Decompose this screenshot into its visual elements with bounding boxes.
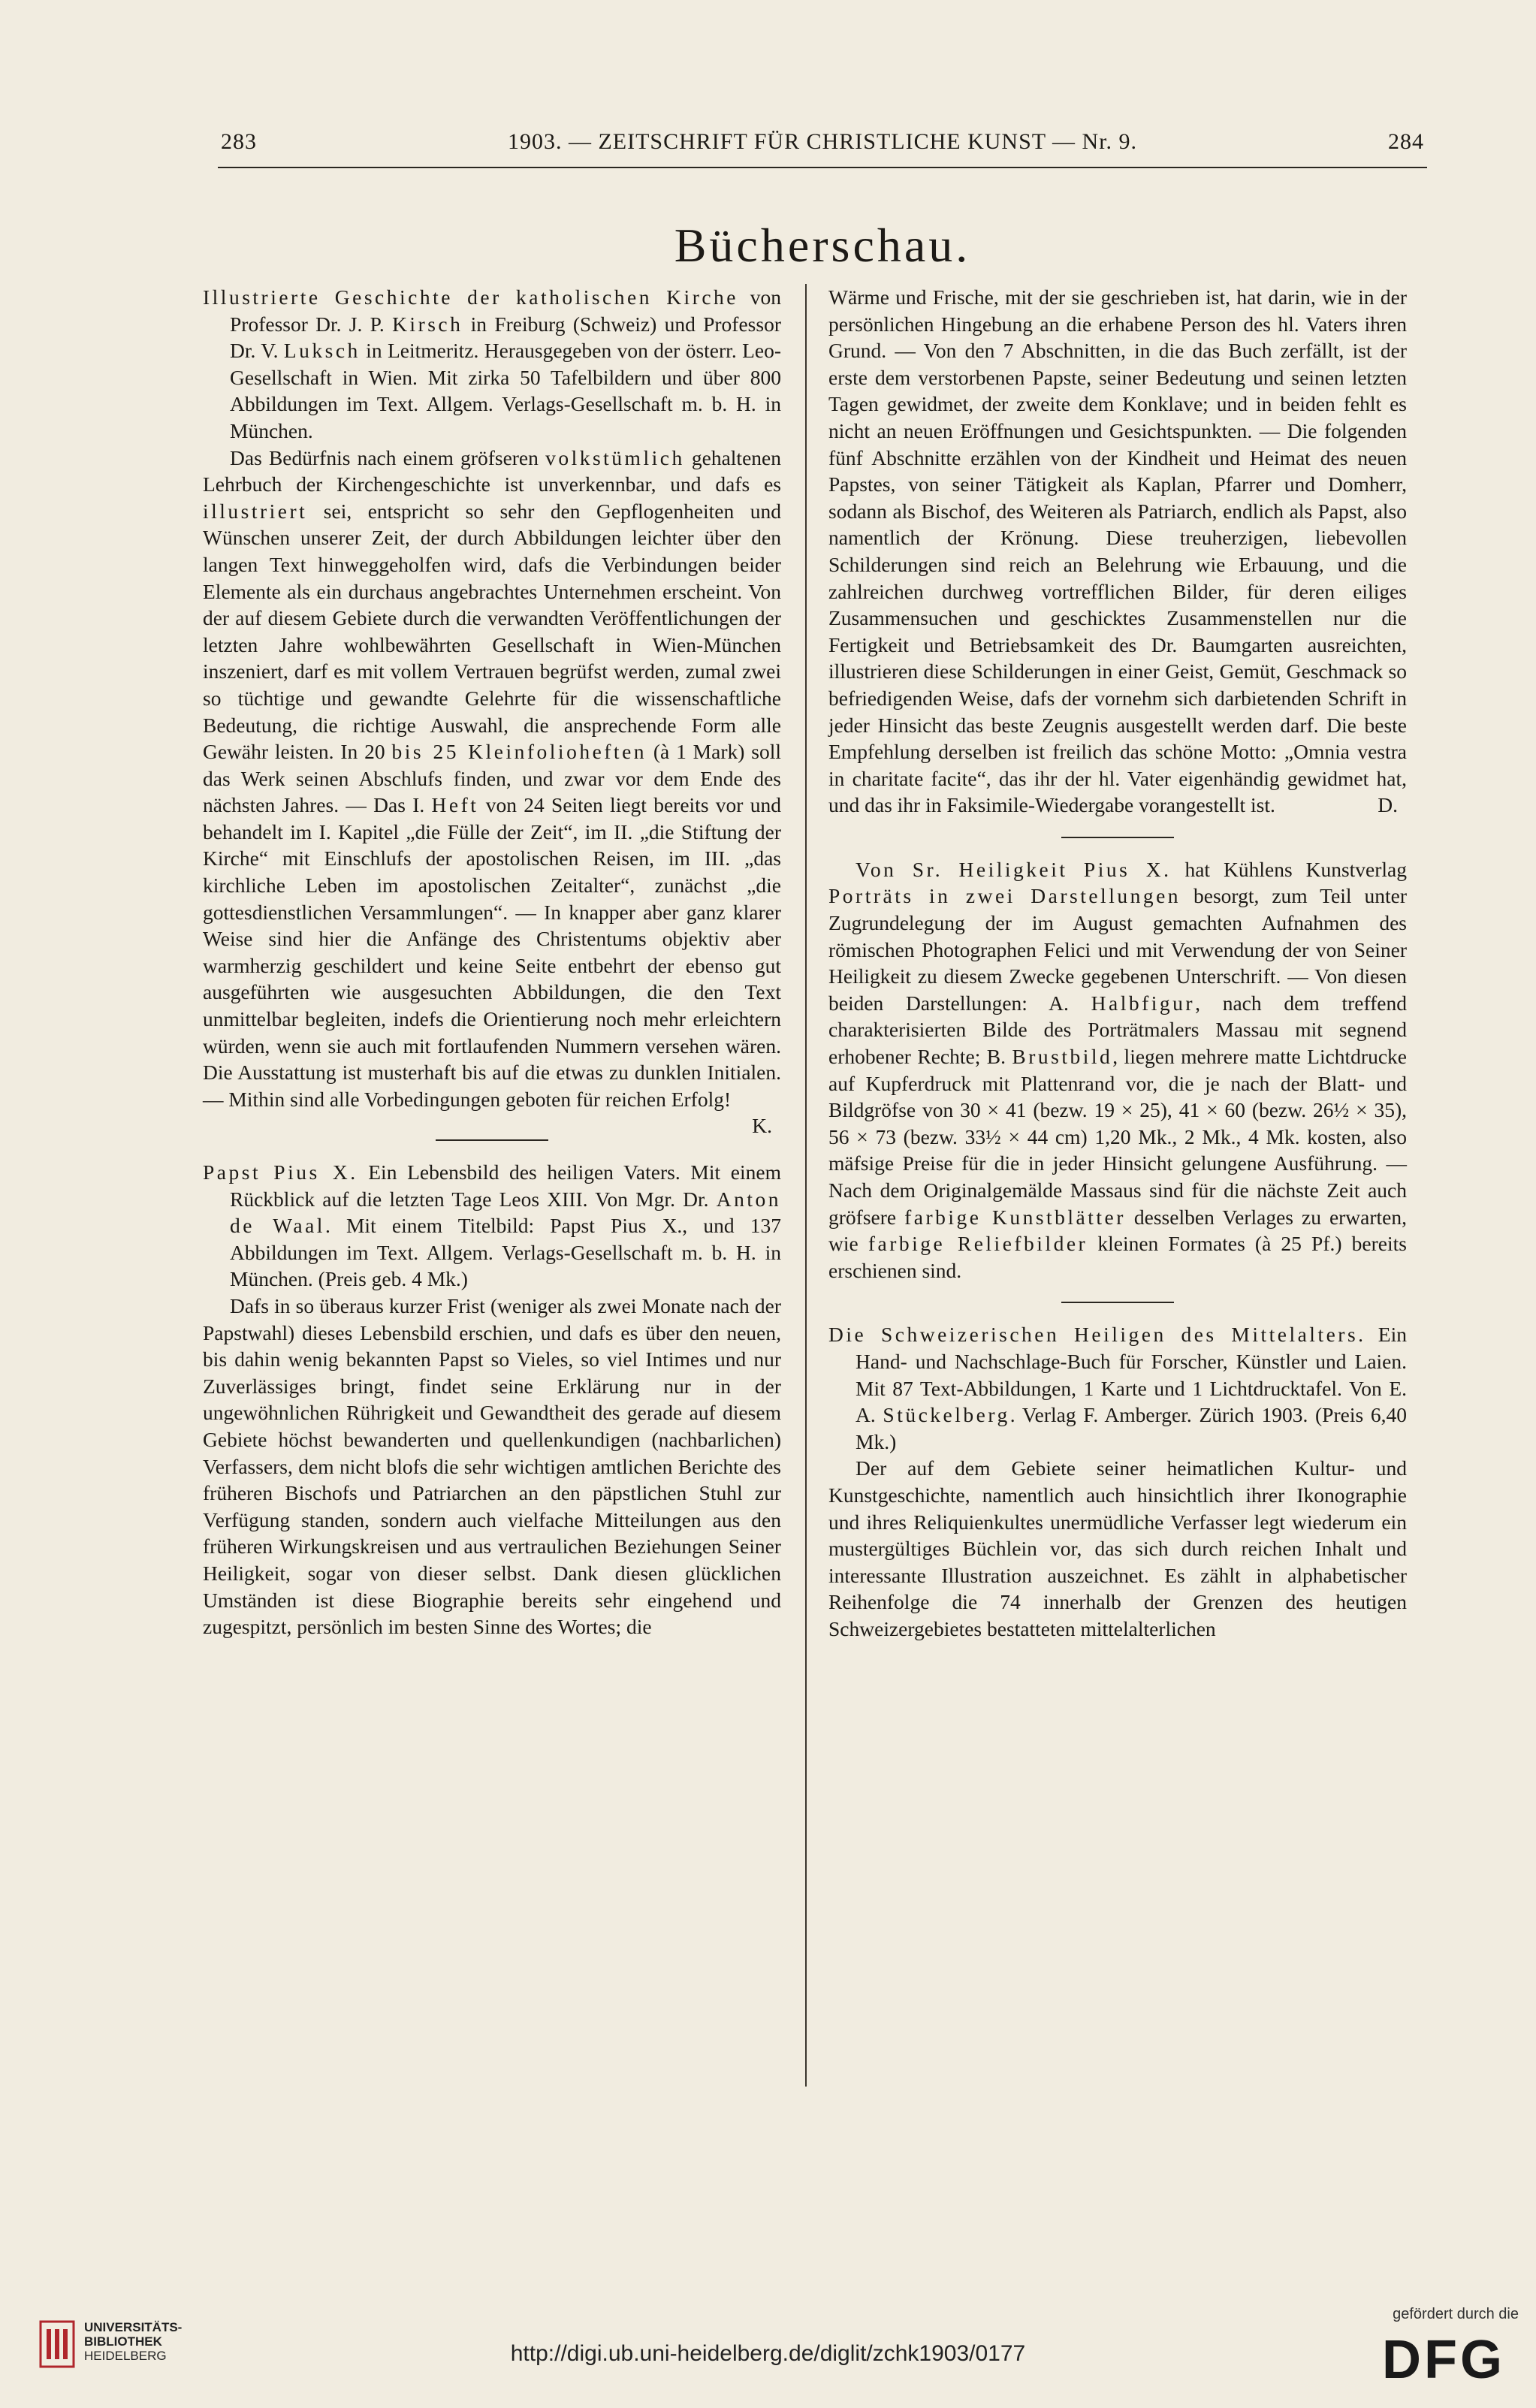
review-3-title: Von Sr. Heiligkeit Pius X. (856, 857, 1172, 881)
review-separator (436, 1139, 548, 1141)
author-name: Anton de Waal (230, 1187, 781, 1238)
review-2-body-continued: Wärme und Frische, mit der sie geschrieben ist, hat darin, wie in der persönlichen Hingebung an die erhabene Person des hl. Vaters ihren Grund. — Von den 7 Abschnitten, in die das Buch zerfällt, ist der erste dem verstorbenen Papste, seiner Bedeutung und seinen letzten Tagen gewidmet, der zweite dem Konklave; und in beiden fehlt es nicht an neuen Eröffnungen und Gesichtspunkten. — Die folgenden fünf Abschnitte erzählen von der Kindheit und Heimat des neuen Papstes, von seiner Tätigkeit als Kaplan, Pfarrer und Domherr, sodann als Bischof, des Weiteren als Patriarch, endlich als Papst, also namentlich der Krönung. Diese treuherzigen, liebevollen Schilderungen sind reich an Belehrung wie Erbauung, und die zahlreichen durchweg vortrefflichen Bilder, für deren eiliges Zusammensuchen und geschicktes Zusammenstellen nur die Fertigkeit und Betriebsamkeit des Dr. Baumgarten ausreichten, illustrieren diese Schilderungen in einer Geist, Gemüt, Geschmack so befriedigenden Weise, dafs der vornehm sich darbietenden Schrift in jeder Hinsicht das beste Zeugnis ausgestellt werden darf. Die beste Empfehlung derselben ist freilich das schöne Motto: „Omnia vestra in charitate facite“, das ihr der hl. Vater eigenhändig gewidmet hat, und das ihr in Faksimile-Wiedergabe vorangestellt ist. D. (828, 284, 1407, 819)
review-2-title: Papst Pius X. (203, 1160, 358, 1184)
reviewer-signature: K. (752, 1114, 772, 1138)
page-number-left: 283 (221, 129, 257, 154)
review-separator (1061, 1302, 1174, 1303)
review-4-citation: Die Schweizerischen Heiligen des Mittelalters. Ein Hand- und Nachschlage-Buch für Forscher, Künstler und Laien. Mit 87 Text-Abbildungen, 1 Karte und 1 Lichtdrucktafel. Von E. A. Stückelberg. Verlag F. Amberger. Zürich 1903. (Preis 6,40 Mk.) (828, 1323, 1407, 1453)
page-number-right: 284 (1388, 129, 1424, 154)
reviewer-signature: D. (1378, 793, 1398, 817)
author-name: Luksch (283, 339, 361, 363)
author-name: Stückelberg (883, 1403, 1010, 1427)
review-1-citation: Illustrierte Geschichte der katholischen Kirche von Professor Dr. J. P. Kirsch in Freiburg (Schweiz) und Professor Dr. V. Luksch in Leitmeritz. Herausgegeben von der österr. Leo-Gesellschaft in Wien. Mit zirka 50 Tafelbildern und über 800 Abbildungen im Text. Allgem. Verlags-Gesellschaft m. b. H. in München. (203, 285, 781, 442)
dfg-logo-icon (1369, 2328, 1519, 2388)
review-2-citation: Papst Pius X. Ein Lebensbild des heiligen Vaters. Mit einem Rückblick auf die letzten Tage Leos XIII. Von Mgr. Dr. Anton de Waal. Mit einem Titelbild: Papst Pius X., und 137 Abbildungen im Text. Allgem. Verlags-Gesellschaft m. b. H. in München. (Preis geb. 4 Mk.) (203, 1160, 782, 1291)
column-divider (805, 284, 807, 2087)
library-name: UNIVERSITÄTS- BIBLIOTHEK HEIDELBERG (84, 2320, 183, 2363)
review-3-body: Von Sr. Heiligkeit Pius X. hat Kühlens Kunstverlag Porträts in zwei Darstellungen besorgt, zum Teil unter Zugrundelegung der im August gemachten Aufnahmen des römischen Photographen Felici und mit Verwendung der von Seiner Heiligkeit zu diesem Zwecke gegebenen Unterschrift. — Von diesen beiden Darstellungen: A. Halbfigur, nach dem treffend charakterisierten Bilde des Porträtmalers Massau mit segnend erhobener Rechte; B. Brustbild, liegen mehrere matte Lichtdrucke auf Kupferdruck mit Plattenrand vor, die je nach der Blatt- und Bildgröfse von 30 × 41 (bezw. 19 × 25), 41 × 60 (bezw. 26½ × 35), 56 × 73 (bezw. 33½ × 44 cm) 1,20 Mk., 2 Mk., 4 Mk. kosten, also mäfsige Preise für die in jeder Hinsicht gelungene Ausführung. — Nach dem Originalgemälde Massaus sind für die nächste Zeit auch gröfsere farbige Kunstblätter desselben Verlages zu erwarten, wie farbige Reliefbilder kleinen Formates (à 25 Pf.) bereits erschienen sind. (828, 857, 1408, 1282)
journal-title: 1903. — ZEITSCHRIFT FÜR CHRISTLICHE KUNST — Nr. 9. (507, 129, 1138, 154)
review-4-title: Die Schweizerischen Heiligen des Mittelalters. (828, 1323, 1366, 1347)
review-2-body: Dafs in so überaus kurzer Frist (weniger als zwei Monate nach der Papstwahl) dieses Lebensbild erschien, und dafs es über den neuen, bis dahin wenig bekannten Papst so Vieles, so viel Intimes und nur Zuverlässiges bringt, findet seine Erklärung nur in der ungewöhnlichen Rührigkeit und Gewandtheit des gerade auf diesem Gebiete höchst bewanderten und quellenkundigen (nachbarlichen) Verfassers, dem nicht blofs die sehr wichtigen amtlichen Berichte des früheren Bischofs und Patriarchen an den päpstlichen Stuhl zur Verfügung standen, sondern auch vielfache Mitteilungen aus den früheren Wirkungskreisen und aus vertraulichen Beziehungen Seiner Heiligkeit, sogar von dieser selbst. Dank diesen glücklichen Umständen ist diese Biographie bereits sehr eingehend und zugespitzt, persönlich im besten Sinne des Wortes; die (203, 1293, 781, 1639)
funder-logo[interactable] (1361, 2306, 1519, 2396)
funding-caption: gefördert durch die (1393, 2306, 1519, 2322)
review-1-body: Das Bedürfnis nach einem gröfseren volkstümlich gehaltenen Lehrbuch der Kirchengeschichte ist unverkennbar, und dafs es illustriert sei, entspricht so sehr den Gepflogenheiten und Wünschen unserer Zeit, der durch Abbildungen leichter über den langen Text hinweggeholfen wird, dafs die Verbindungen beider Elemente als ein durchaus angebrachtes Unternehmen erscheint. Von der auf diesem Gebiete durch die verwandten Veröffentlichungen der letzten Jahre wohlbewährten Gesellschaft in Wien-München inszeniert, darf es mit vollem Vertrauen begrüfst werden, zumal zwei so tüchtige und gewandte Gelehrte für die wissenschaftliche Bedeutung, die richtige Auswahl, die ansprechende Form alle Gewähr leisten. In 20 bis 25 Kleinfolioheften (à 1 Mark) soll das Werk seinen Abschlufs finden, und zwar vor dem Ende des nächsten Jahres. — Das I. Heft von 24 Seiten liegt bereits vor und behandelt im I. Kapitel „die Fülle der Zeit“, im II. „die Stiftung der Kirche“ mit Einschlufs der apostolischen Reisen, im III. „das kirchliche Leben im apostolischen Zeitalter“, zunächst „die gottesdienstlichen Versammlungen“. — In knapper aber ganz klarer Weise sind hier die Anfänge des Christentums objektiv aber warmherzig geschildert und keine Seite entbehrt der ebenso gut ausgeführten wie ausgesuchten Abbildungen, die den Text unmittelbar begleiten, indefs die Orientierung noch mehr erleichtern würden, wenn sie auch mit fortlaufenden Nummern versehen wären. Die Ausstattung ist musterhaft bis auf die etwas zu dunklen Initialen. — Mithin sind alle Vorbedingungen geboten für reichen Erfolg! K. (203, 445, 781, 1113)
header-rule (218, 167, 1427, 168)
permalink-url[interactable]: http://digi.ub.uni-heidelberg.de/diglit/zchk1903/0177 (510, 2341, 1026, 2366)
running-header (218, 129, 1427, 165)
svg-text:DFG: DFG (1382, 2330, 1505, 2388)
review-1-title: Illustrierte Geschichte der katholischen Kirche (203, 285, 739, 309)
review-separator (1061, 837, 1174, 838)
section-title: Bücherschau. (674, 219, 971, 272)
right-column (828, 284, 1407, 1643)
left-column (203, 284, 781, 1640)
review-4-body: Der auf dem Gebiete seiner heimatlichen Kultur- und Kunstgeschichte, namentlich auch hinsichtlich ihrer Ikonographie und ihres Reliquienkultes unermüdliche Verfasser legt wiederum ein mustergültiges Büchlein vor, das sich durch reichen Inhalt und interessante Illustration auszeichnet. Es zählt in alphabetischer Reihenfolge die 74 innerhalb der Grenzen des heutigen Schweizergebietes bestatteten mittelalterlichen (828, 1456, 1407, 1640)
author-name: Kirsch (392, 312, 463, 336)
